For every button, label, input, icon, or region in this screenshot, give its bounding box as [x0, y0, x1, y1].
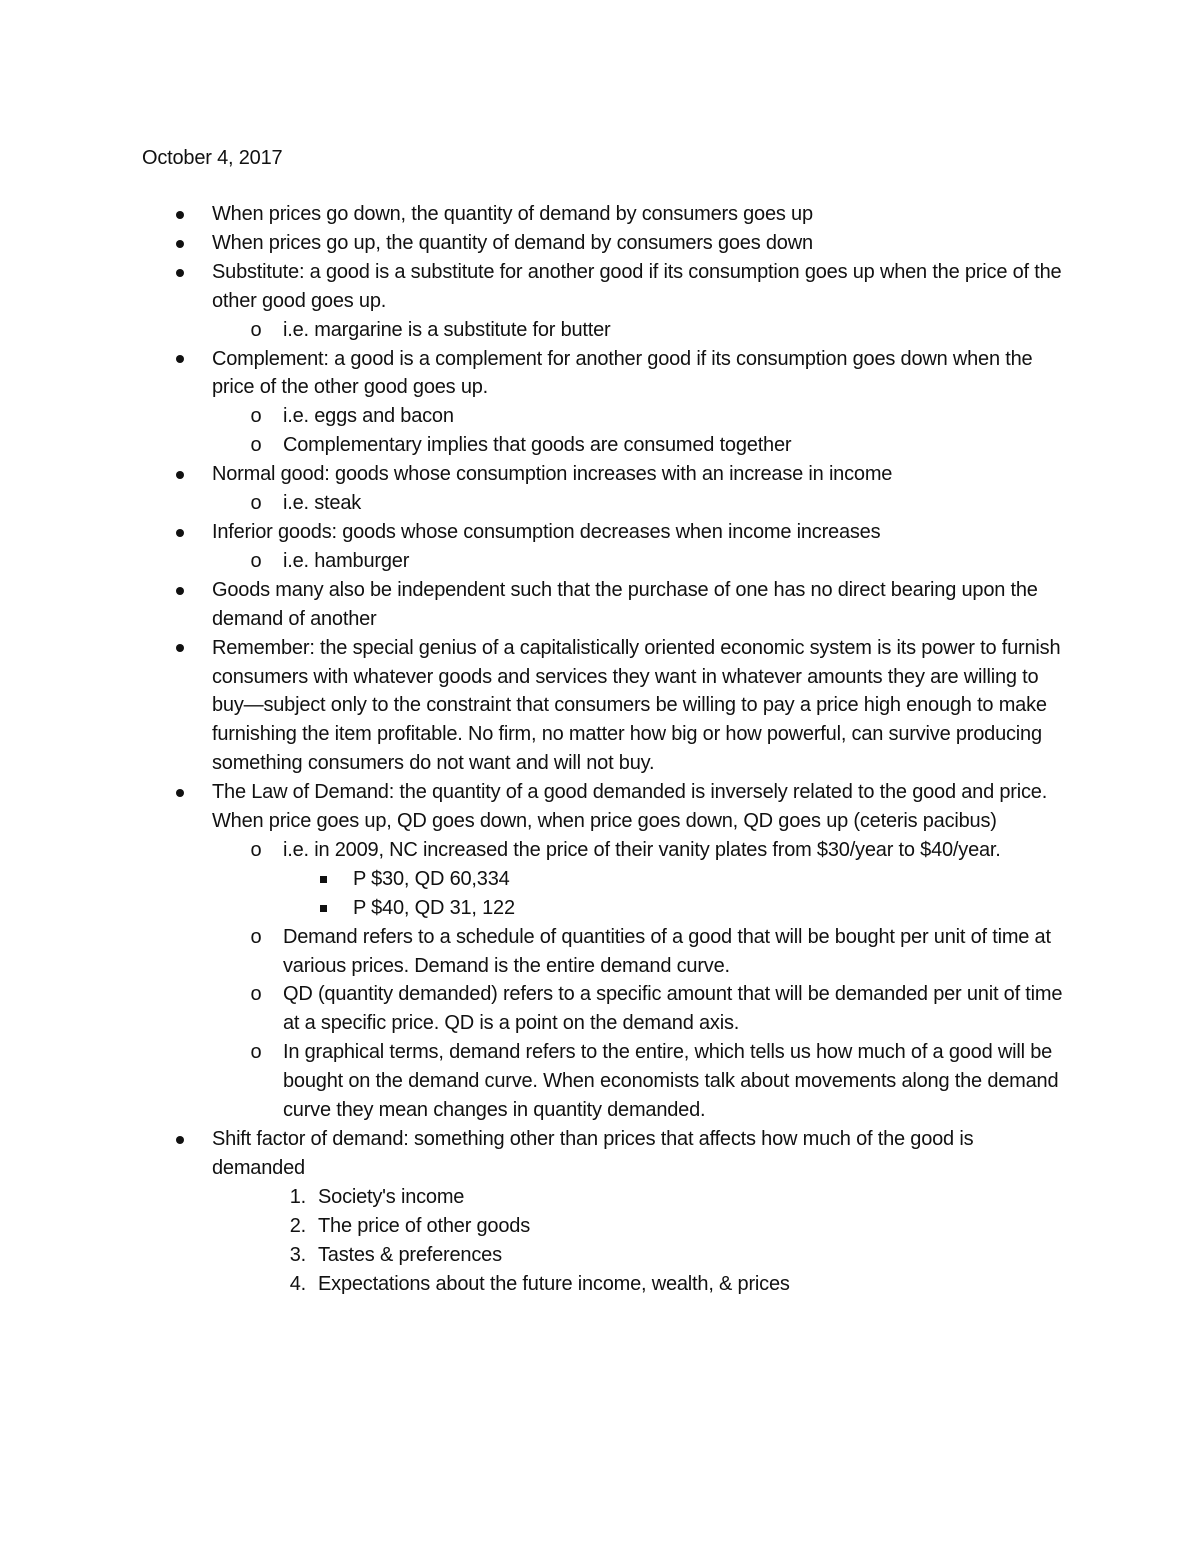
circle-bullet-icon: o	[250, 925, 262, 948]
sub-bullet-text: i.e. hamburger	[283, 549, 410, 572]
list-number: 3.	[289, 1243, 306, 1266]
square-bullet-icon	[314, 894, 332, 923]
bullet-icon	[168, 258, 192, 287]
sub-sub-bullet-text: P $40, QD 31, 122	[353, 896, 515, 919]
circle-bullet-icon: o	[250, 838, 262, 861]
sub-bullet-text: i.e. margarine is a substitute for butter	[283, 318, 611, 341]
bullet-item	[0, 634, 1062, 779]
bullet-icon	[168, 460, 192, 489]
bullet-item	[0, 778, 1062, 836]
sub-bullet-item	[0, 316, 1063, 345]
bullet-item	[0, 1125, 1062, 1183]
bullet-item	[0, 460, 1062, 489]
numbered-item	[0, 1270, 1063, 1299]
sub-bullet-item	[0, 836, 1063, 865]
bullet-icon	[168, 200, 192, 229]
bullet-icon	[168, 1125, 192, 1154]
date-heading: October 4, 2017	[142, 147, 283, 169]
sub-bullet-item	[0, 923, 1063, 981]
circle-bullet-icon: o	[250, 405, 262, 428]
circle-bullet-icon: o	[250, 318, 262, 341]
square-bullet-icon	[314, 865, 332, 894]
sub-bullet-item	[0, 547, 1063, 576]
numbered-text: Society's income	[318, 1185, 465, 1208]
bullet-text: Complement: a good is a complement for another good if its consumption goes down when the price of the other good goes up.	[212, 347, 1033, 399]
circle-bullet-icon: o	[250, 983, 262, 1006]
bullet-text: Remember: the special genius of a capitalistically oriented economic system is its power to furnish consumers with whatever goods and services they want in whatever amounts they are willing to buy—subject only to the constraint that consumers be willing to pay a price high enough to make furnishing the item profitable. No firm, no matter how big or how powerful, can survive producing something consumers do not want and will not buy.	[212, 636, 1061, 775]
list-number: 2.	[289, 1214, 306, 1237]
sub-bullet-text: Complementary implies that goods are consumed together	[283, 434, 792, 457]
bullet-text: Normal good: goods whose consumption increases with an increase in income	[212, 463, 893, 486]
list-number: 4.	[289, 1272, 306, 1295]
circle-bullet-icon: o	[250, 434, 262, 457]
bullet-icon	[168, 634, 192, 663]
notes-list	[0, 200, 1200, 1298]
numbered-text: Tastes & preferences	[318, 1243, 502, 1266]
bullet-text: Goods many also be independent such that the purchase of one has no direct bearing upon the demand of another	[212, 578, 1038, 630]
sub-bullet-item	[0, 1038, 1063, 1125]
numbered-item	[0, 1183, 1063, 1212]
bullet-item	[0, 200, 1062, 229]
sub-bullet-item	[0, 489, 1063, 518]
circle-bullet-icon: o	[250, 492, 262, 515]
sub-bullet-text: QD (quantity demanded) refers to a specific amount that will be demanded per unit of time at a specific price. QD is a point on the demand axis.	[283, 983, 1063, 1035]
list-number: 1.	[289, 1185, 306, 1208]
sub-bullet-item	[0, 980, 1063, 1038]
sub-bullet-text: i.e. eggs and bacon	[283, 405, 454, 428]
sub-bullet-item	[0, 431, 1063, 460]
bullet-item	[0, 229, 1062, 258]
sub-bullet-text: In graphical terms, demand refers to the entire, which tells us how much of a good will be bought on the demand curve. When economists talk about movements along the demand curve they mean changes in quantity demanded.	[283, 1041, 1059, 1122]
bullet-text: The Law of Demand: the quantity of a good demanded is inversely related to the good and price. When price goes up, QD goes down, when price goes down, QD goes up (ceteris pacibus)	[212, 781, 1048, 833]
bullet-item	[0, 345, 1062, 403]
bullet-icon	[168, 518, 192, 547]
circle-bullet-icon: o	[250, 549, 262, 572]
bullet-text: When prices go up, the quantity of demand by consumers goes down	[212, 231, 813, 254]
bullet-text: When prices go down, the quantity of demand by consumers goes up	[212, 203, 813, 225]
sub-bullet-text: Demand refers to a schedule of quantities of a good that will be bought per unit of time at various prices. Demand is the entire demand curve.	[283, 925, 1051, 977]
bullet-item	[0, 258, 1062, 316]
sub-bullet-item	[0, 402, 1063, 431]
numbered-item	[0, 1241, 1063, 1270]
bullet-text: Substitute: a good is a substitute for another good if its consumption goes up when the price of the other good goes up.	[212, 260, 1062, 312]
bullet-item	[0, 576, 1062, 634]
sub-bullet-text: i.e. steak	[283, 492, 362, 515]
sub-sub-bullet-text: P $30, QD 60,334	[353, 867, 510, 890]
bullet-icon	[168, 576, 192, 605]
bullet-item	[0, 518, 1062, 547]
numbered-text: Expectations about the future income, wealth, & prices	[318, 1272, 790, 1295]
bullet-icon	[168, 345, 192, 374]
numbered-text: The price of other goods	[318, 1214, 530, 1237]
bullet-icon	[168, 778, 192, 807]
circle-bullet-icon: o	[250, 1041, 262, 1064]
bullet-icon	[168, 229, 192, 258]
sub-bullet-text: i.e. in 2009, NC increased the price of their vanity plates from $30/year to $40/year.	[283, 838, 1001, 861]
bullet-text: Inferior goods: goods whose consumption decreases when income increases	[212, 520, 881, 543]
sub-sub-bullet-item	[0, 865, 1063, 894]
bullet-text: Shift factor of demand: something other than prices that affects how much of the good is demanded	[212, 1128, 974, 1179]
sub-sub-bullet-item	[0, 894, 1063, 923]
numbered-item	[0, 1212, 1063, 1241]
